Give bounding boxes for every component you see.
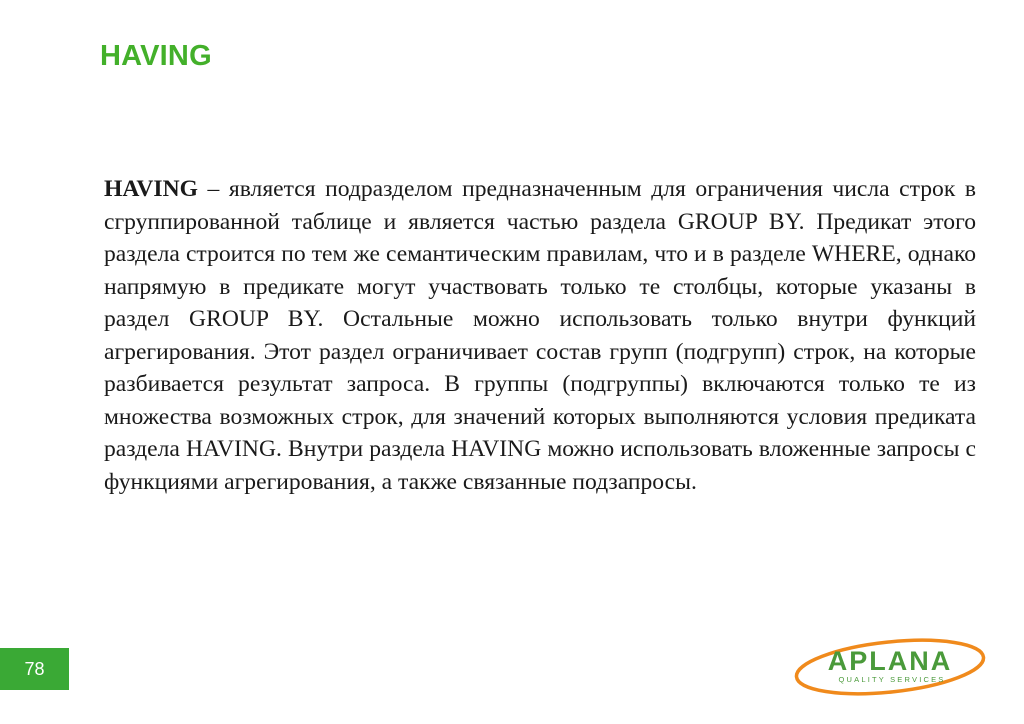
logo-name: APLANA <box>827 646 953 676</box>
slide-title: HAVING <box>100 40 212 72</box>
body-lead-term: HAVING <box>104 176 198 202</box>
aplana-logo <box>792 638 988 696</box>
logo-tagline: QUALITY SERVICES <box>838 675 946 684</box>
page-number-badge: 78 <box>0 648 69 690</box>
slide-body-text <box>104 173 976 498</box>
body-paragraph: – является подразделом предназначенным для ограничения числа строк в сгруппированной таблице и является частью раздела GROUP BY. Предикат этого раздела строится по тем же семантическим правилам, что и в разделе WHERE, однако напрямую в предикате могут участвовать только те столбцы, которые указаны в раздел GROUP BY. Остальные можно использовать только внутри функций агрегирования. Этот раздел ограничивает состав групп (подгрупп) строк, на которые разбивается результат запроса. В группы (подгруппы) включаются только те из множества возможных строк, для значений которых выполняются условия предиката раздела HAVING. Внутри раздела HAVING можно использовать вложенные запросы с функциями агрегирования, а также связанные подзапросы. <box>104 176 976 495</box>
